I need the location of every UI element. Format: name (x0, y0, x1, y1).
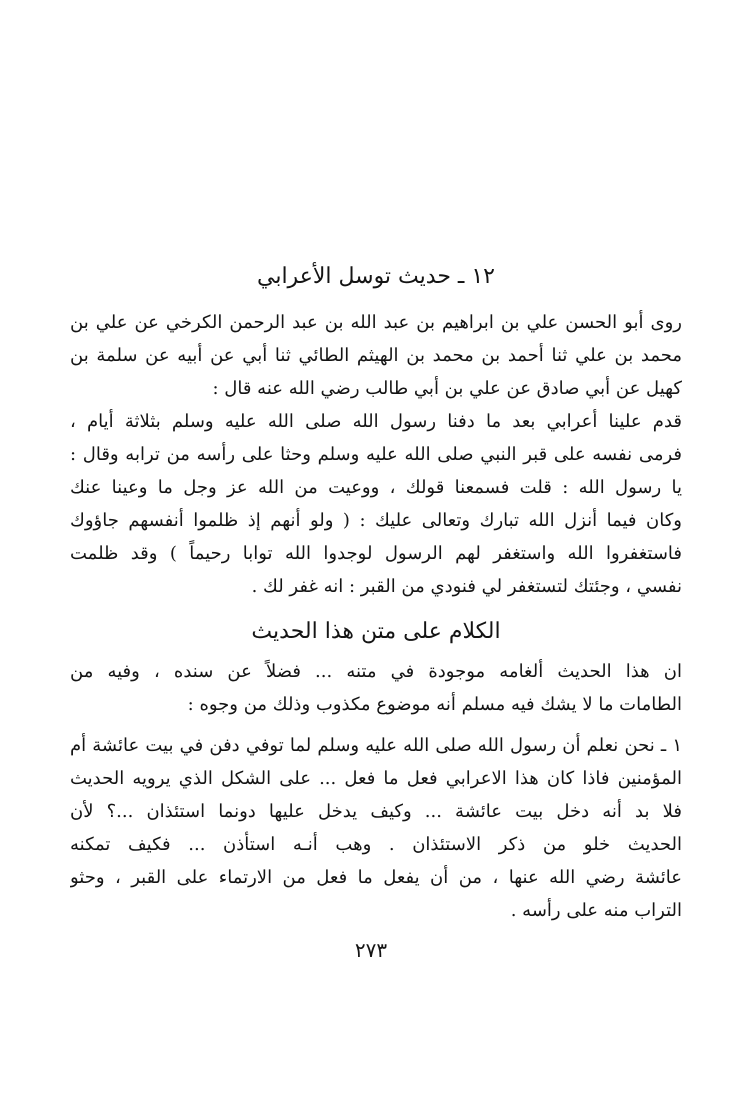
text-line: عائشة رضي الله عنها ، من أن يفعل ما فعل من الارتماء على القبر ، وحثو (70, 867, 682, 888)
text-line: فلا بد أنه دخل بيت عائشة ... وكيف يدخل عليها دونما استئذان ...؟ لأن (70, 801, 682, 822)
text-line: محمد بن علي ثنا أحمد بن محمد بن الهيثم الطائي ثنا أبي عن أبيه عن سلمة بن (70, 345, 682, 366)
text-line: فرمى نفسه على قبر النبي صلى الله عليه وسلم وحثا على رأسه من ترابه وقال : (70, 444, 682, 465)
text-line: نفسي ، وجئتك لتستغفر لي فنودي من القبر : انه غفر لك . (251, 576, 682, 597)
text-line: يا رسول الله : قلت فسمعنا قولك ، ووعيت من الله عز وجل ما وعينا عنك (70, 477, 682, 498)
text-line: ١ ـ نحن نعلم أن رسول الله صلى الله عليه وسلم لما توفي دفن في بيت عائشة أم (70, 735, 682, 756)
text-line: الحديث خلو من ذكر الاستئذان . وهب أنـه استأذن ... فكيف تمكنه (70, 834, 682, 855)
text-line: كهيل عن أبي صادق عن علي بن أبي طالب رضي الله عنه قال : (212, 378, 682, 399)
text-line: وكان فيما أنزل الله تبارك وتعالى عليك : ( ولو أنهم إذ ظلموا أنفسهم جاؤوك (70, 510, 682, 531)
narration-paragraph (70, 306, 682, 603)
text-line: روى أبو الحسن علي بن ابراهيم بن عبد الله بن عبد الرحمن الكرخي عن علي بن (70, 312, 682, 333)
text-line: ان هذا الحديث ألغامه موجودة في متنه ... فضلاً عن سنده ، وفيه من (70, 661, 682, 682)
page-number: ٢٧٣ (354, 938, 388, 962)
text-line: المؤمنين فاذا كان هذا الاعرابي فعل ما فعل ... على الشكل الذي يرويه الحديث (70, 768, 682, 789)
intro-paragraph (70, 655, 682, 721)
section-title: ١٢ ـ حديث توسل الأعرابي (256, 264, 495, 289)
text-line: التراب منه على رأسه . (510, 900, 682, 921)
subsection-title: الكلام على متن هذا الحديث (251, 619, 501, 644)
point-one-paragraph (70, 729, 682, 927)
text-line: فاستغفروا الله واستغفر لهم الرسول لوجدوا الله توابا رحيماً ) وقد ظلمت (70, 543, 682, 564)
text-line: قدم علينا أعرابي بعد ما دفنا رسول الله صلى الله عليه وسلم بثلاثة أيام ، (70, 411, 682, 432)
text-line: الطامات ما لا يشك فيه مسلم أنه موضوع مكذوب وذلك من وجوه : (187, 694, 682, 715)
